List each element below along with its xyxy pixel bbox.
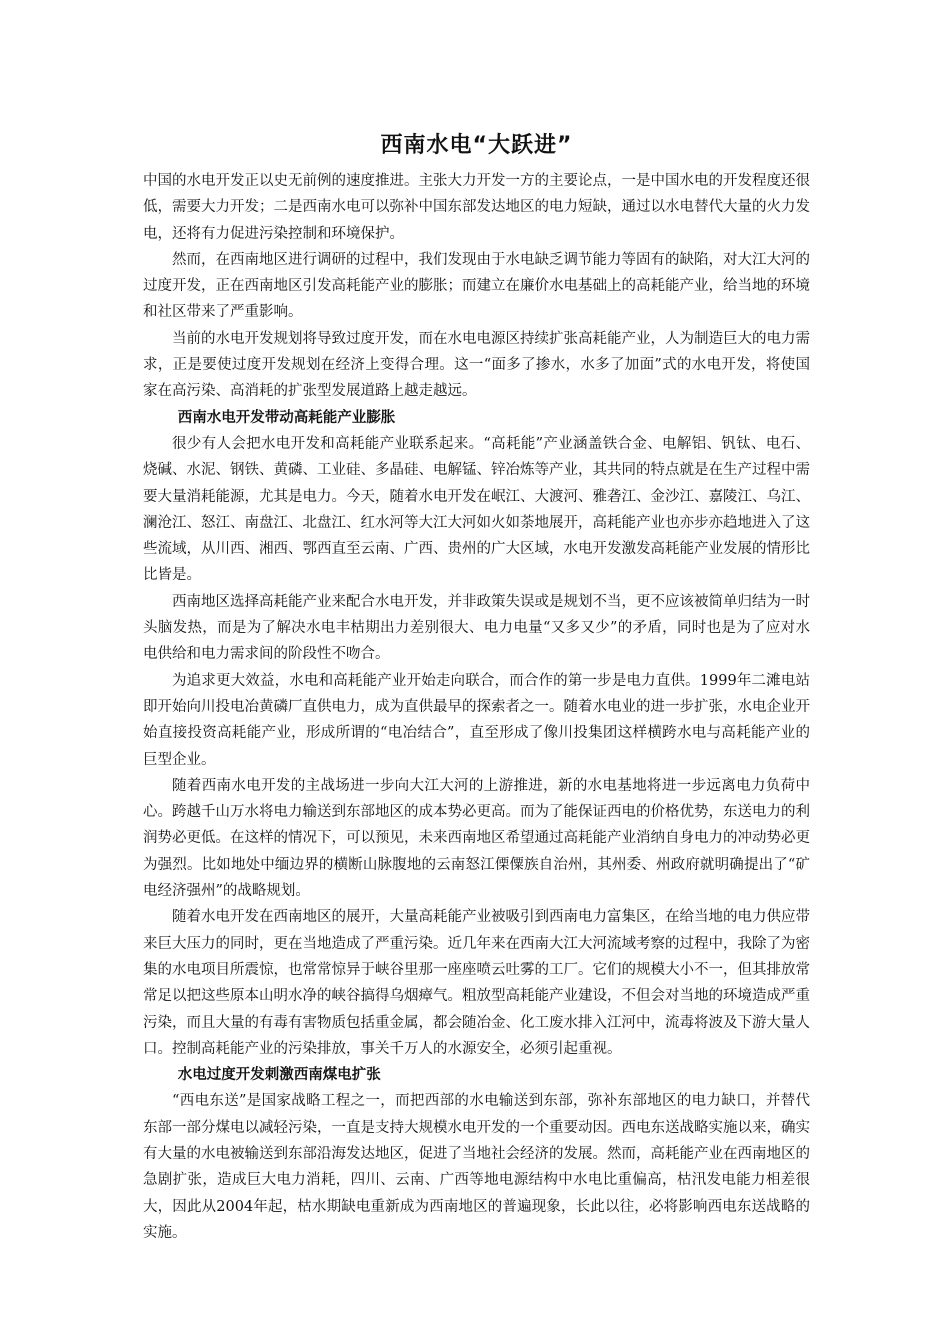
paragraph-research-findings: 然而，在西南地区进行调研的过程中，我们发现由于水电缺乏调节能力等固有的缺陷，对大江大河的过度开发，正在西南地区引发高耗能产业的膨胀；而建立在廉价水电基础上的高耗能产业，给当地的环境和社区带来了严重影响。 [143,251,810,321]
paragraph-west-east-transmission: “西电东送”是国家战略工程之一，而把西部的水电输送到东部，弥补东部地区的电力缺口，并替代东部一部分煤电以减轻污染，一直是支持大规模水电开发的一个重要动因。西电东送战略实施以来，确实有大量的水电被输送到东部沿海发达地区，促进了当地社会经济的发展。然而，高耗能产业在西南地区的急剧扩张，造成巨大电力消耗，四川、云南、广西等地电源结构中水电比重偏高，枯汛发电能力相差很大，因此从2004年起，枯水期缺电重新成为西南地区的普遍现象，长此以往，必将影响西电东送战略的实施。 [143,1093,810,1241]
section-heading-energy-intensive: 西南水电开发带动高耗能产业膨胀 [177,409,396,426]
paragraph-intro: 中国的水电开发正以史无前例的速度推进。主张大力开发一方的主要论点，一是中国水电的开发程度还很低，需要大力开发；二是西南水电可以弥补中国东部发达地区的电力短缺，通过以水电替代大量的火力发电，还将有力促进污染控制和环境保护。 [143,173,810,242]
paragraph-pollution: 随着水电开发在西南地区的展开，大量高耗能产业被吸引到西南电力富集区，在给当地的电力供应带来巨大压力的同时，更在当地造成了严重污染。近几年来在西南大江大河流域考察的过程中，我除了为密集的水电项目所震惊，也常常惊异于峡谷里那一座座喷云吐雾的工厂。它们的规模大小不一，但其排放常常足以把这些原本山明水净的峡谷搞得乌烟瘴气。粗放型高耗能产业建设，不但会对当地的环境造成严重污染，而且大量的有毒有害物质包括重金属，都会随冶金、化工废水排入江河中，流毒将波及下游大量人口。控制高耗能产业的污染排放，事关千万人的水源安全，必须引起重视。 [143,909,810,1057]
paragraph-upstream-shift: 随着西南水电开发的主战场进一步向大江大河的上游推进，新的水电基地将进一步远离电力负荷中心。跨越千山万水将电力输送到东部地区的成本势必更高。而为了能保证西电的价格优势，东送电力的利润势必更低。在这样的情况下，可以预见，未来西南地区希望通过高耗能产业消纳自身电力的冲动势必更为强烈。比如地处中缅边界的横断山脉腹地的云南怒江傈僳族自治州，其州委、州政府就明确提出了“矿电经济强州”的战略规划。 [143,777,810,900]
paragraph-planning-critique: 当前的水电开发规划将导致过度开发，而在水电电源区持续扩张高耗能产业，人为制造巨大的电力需求，正是要使过度开发规划在经济上变得合理。这一“面多了掺水，水多了加面”式的水电开发，将使国家在高污染、高消耗的扩张型发展道路上越走越远。 [143,330,810,400]
paragraph-policy-reason: 西南地区选择高耗能产业来配合水电开发，并非政策失误或是规划不当，更不应该被简单归结为一时头脑发热，而是为了解决水电丰枯期出力差别很大、电力电量“又多又少”的矛盾，同时也是为了应对水电供给和电力需求间的阶段性不吻合。 [143,593,810,663]
paragraph-industry-link: 很少有人会把水电开发和高耗能产业联系起来。“高耗能”产业涵盖铁合金、电解铝、钒钛、电石、烧碱、水泥、钢铁、黄磷、工业硅、多晶硅、电解锰、锌冶炼等产业，其共同的特点就是在生产过程中需要大量消耗能源，尤其是电力。今天，随着水电开发在岷江、大渡河、雅砻江、金沙江、嘉陵江、乌江、澜沧江、怒江、南盘江、北盘江、红水河等大江大河如火如荼地展开，高耗能产业也亦步亦趋地进入了这些流域，从川西、湘西、鄂西直至云南、广西、贵州的广大区域，水电开发激发高耗能产业发展的情形比比皆是。 [143,435,810,584]
section-heading-coal-expansion: 水电过度开发刺激西南煤电扩张 [177,1067,381,1084]
paragraph-direct-supply: 为追求更大效益，水电和高耗能产业开始走向联合，而合作的第一步是电力直供。1999年二滩电站即开始向川投电冶黄磷厂直供电力，成为直供最早的探索者之一。随着水电业的进一步扩张，水电企业开始直接投资高耗能产业，形成所谓的“电冶结合”，直至形成了像川投集团这样横跨水电与高耗能产业的巨型企业。 [143,672,810,768]
document-title: 西南水电“大跃进” [380,133,573,158]
document-page [143,130,810,1246]
